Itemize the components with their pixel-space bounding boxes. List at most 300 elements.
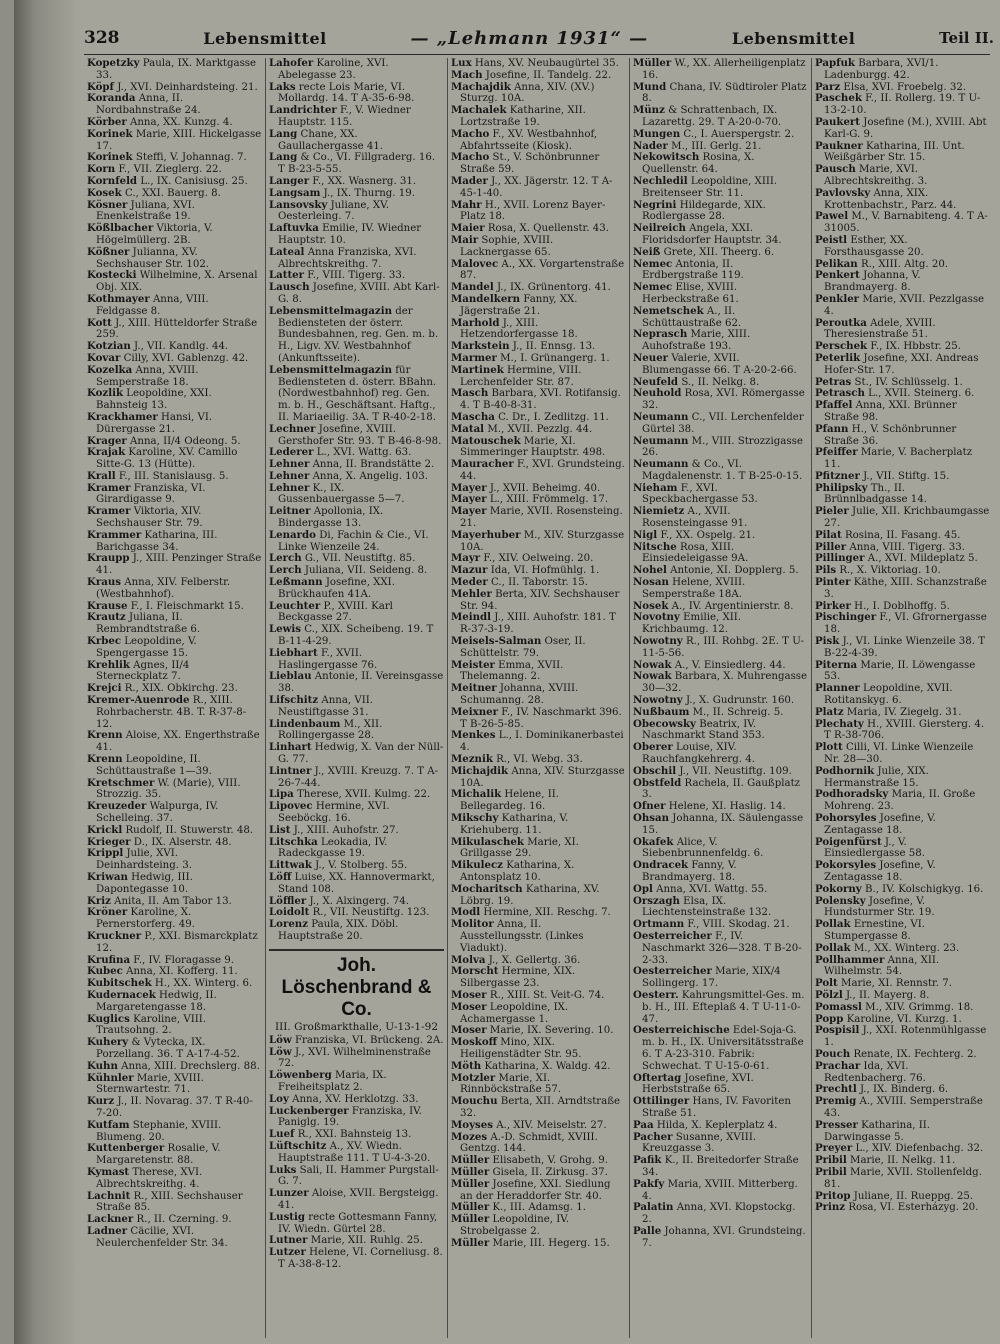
entry-details: Hansi, VI. Dürergasse 21. — [96, 411, 213, 435]
entry-details: Anna, II. Ausstellungsstr. (Linkes Viadukt). — [460, 919, 584, 954]
directory-entry — [815, 943, 991, 955]
entry-name: Loidolt — [269, 906, 310, 919]
directory-entry — [451, 990, 626, 1002]
entry-details: Antonie, XI. Dopplerg. 5. — [670, 565, 799, 577]
entry-details: J., XXI. Rotenmühlgasse 1. — [824, 1025, 987, 1049]
directory-entry — [269, 424, 444, 448]
section-title-left: Lebensmittel — [203, 28, 327, 48]
entry-name: Malovec — [451, 257, 499, 270]
directory-entry — [451, 860, 626, 884]
directory-entry — [815, 447, 991, 471]
directory-entry — [451, 1002, 626, 1026]
entry-name: Moser — [451, 1000, 487, 1013]
entry-details: recte Gottesmann Fanny, IV. Wiedn. Gürtel 28. — [278, 1211, 438, 1235]
entry-name: Pirker — [815, 599, 851, 612]
directory-entry — [87, 93, 262, 117]
directory-entry — [815, 577, 991, 601]
entry-details: Sali, II. Hammer Purgstall-G. 7. — [278, 1164, 439, 1188]
entry-name: Ondracek — [633, 859, 689, 872]
entry-name: Nowak — [633, 658, 672, 671]
entry-name: Müller — [451, 1201, 490, 1214]
entry-details: Walpurga, IV. Schelleing. 37. — [96, 801, 219, 824]
entry-details: Leokadia, IV. Radeckgasse 19. — [278, 836, 388, 860]
entry-details: & Vytecka, IX. Porzellang. 36. T A-17-4-52. — [96, 1037, 240, 1060]
directory-entry — [87, 1014, 262, 1038]
directory-entry — [633, 388, 808, 412]
entry-name: Moser — [451, 1024, 487, 1037]
entry-name: Meixner — [451, 705, 498, 718]
directory-entry — [815, 400, 991, 424]
column-2 — [266, 58, 448, 1338]
entry-name: Novotny — [633, 611, 680, 624]
entry-name: Löff — [269, 870, 292, 883]
entry-name: Lustig — [269, 1210, 306, 1223]
entry-details: J., V. Stolberg. 55. — [315, 860, 408, 872]
entry-details: Ernestine, VI. Stumpergasse 8. — [824, 919, 926, 942]
entry-name: Krajak — [87, 446, 126, 459]
directory-entry — [451, 707, 626, 731]
directory-entry — [633, 1226, 808, 1250]
entry-details: & Co., VI. Magdalenenstr. 1. T B-25-0-15. — [642, 459, 803, 482]
entry-name: Pausch — [815, 163, 856, 176]
entry-details: Antonie, II. Vereinsgasse 38. — [278, 671, 444, 695]
entry-details: Juliane, XV. Oesterleing. 7. — [278, 199, 389, 223]
directory-entry — [633, 459, 808, 483]
entry-details: Maria, IV. Ziegelg. 31. — [846, 706, 962, 718]
entry-name: Krieger — [87, 835, 131, 848]
entry-name: Nosek — [633, 599, 669, 612]
entry-name: Krenn — [87, 729, 123, 742]
entry-details: Juliana, VII. Seideng. 8. — [304, 565, 428, 577]
entry-name: Papfuk — [815, 58, 855, 69]
entry-name: Pinter — [815, 576, 851, 589]
part-label: Teil II. — [939, 29, 994, 47]
entry-details: L., XVII. Steinerg. 6. — [868, 388, 975, 400]
entry-name: Paukner — [815, 139, 863, 152]
entry-name: Kubec — [87, 965, 123, 978]
entry-details: J., XX. Jägerstr. 12. T A-45-1-40. — [460, 175, 613, 199]
entry-name: Oesterreichische — [633, 1024, 730, 1037]
entry-name: Pfann — [815, 422, 849, 435]
entry-name: Krenn — [87, 753, 123, 766]
entry-name: Lansovsky — [269, 198, 328, 211]
directory-entry — [451, 82, 626, 106]
entry-details: Fanny, V. Brandmayerg. 18. — [642, 860, 737, 883]
entry-name: Krufina — [87, 953, 131, 966]
entry-name: Menkes — [451, 729, 496, 742]
entry-details: F., IV. Naschmarkt 326—328. T B-20-2-33. — [642, 930, 802, 966]
entry-name: Lebensmittelmagazin — [269, 304, 392, 317]
entry-name: Martinek — [451, 363, 504, 376]
entry-name: Korinek — [87, 127, 133, 140]
directory-entry — [815, 1202, 991, 1214]
directory-entry — [451, 353, 626, 365]
entry-details: C., XIX. Scheibeng. 19. T B-11-4-29. — [278, 624, 434, 648]
entry-details: Ida, XVI. Redtenbacherg. 76. — [824, 1060, 926, 1084]
entry-details: Cilli, VI. Linke Wienzeile Nr. 28—30. — [824, 742, 974, 766]
entry-name: Laftuvka — [269, 222, 319, 235]
entry-details: Julie, XVI. Deinhardsteing. 3. — [96, 848, 192, 872]
entry-details: Johanna, XVI. Grundsteing. 7. — [642, 1225, 806, 1249]
entry-details: Ida, VI. Hofmühlg. 1. — [490, 565, 600, 577]
directory-entry — [87, 1061, 262, 1073]
directory-entry — [451, 259, 626, 283]
entry-name: Pribil — [815, 1154, 847, 1167]
entry-details: Karoline, VIII. Trautsohng. 2. — [96, 1013, 207, 1037]
entry-details: Marie, XI. Rinnböckstraße 57. — [460, 1072, 562, 1096]
entry-name: Münz — [633, 104, 665, 117]
entry-details: F., IX. Hbbstr. 25. — [870, 341, 961, 353]
directory-entry — [269, 58, 444, 82]
directory-entry — [815, 1120, 991, 1144]
directory-entry — [87, 695, 262, 730]
entry-details: Alice, V. Siebenbrunnenfeldg. 6. — [642, 836, 764, 860]
directory-entry — [269, 247, 444, 271]
entry-details: Hans, IV. Favoriten Straße 51. — [642, 1096, 791, 1119]
directory-entry — [269, 860, 444, 872]
entry-details: R., XIX. Obkirchg. 23. — [124, 683, 238, 695]
entry-details: J., X. Alxingerg. 74. — [309, 895, 409, 907]
entry-name: Nemetschek — [633, 304, 704, 317]
entry-details: Juliane, II. Rueppg. 25. — [853, 1190, 974, 1202]
directory-entry — [633, 1073, 808, 1097]
entry-name: Nowotny — [633, 635, 683, 648]
directory-entry — [269, 200, 444, 224]
directory-entry — [269, 872, 444, 896]
advertisement-title: Joh. Löschenbrand & Co. — [281, 954, 432, 1020]
entry-details: Johanna, V. Brandmayerg. 8. — [824, 270, 921, 294]
entry-name: Machajdik — [451, 80, 511, 93]
entry-details: F., VII. Zieglerg. 22. — [118, 164, 222, 176]
directory-entry — [269, 1188, 444, 1212]
directory-entry — [269, 506, 444, 530]
entry-details: Agnes, II/4 Sterneckplatz 7. — [96, 659, 190, 683]
entry-name: Krehlik — [87, 658, 130, 671]
entry-details: Johanna, XVIII. Schumanng. 28. — [460, 683, 579, 707]
directory-entry — [633, 200, 808, 224]
directory-entry — [451, 530, 626, 554]
entry-details: Barbara, XVI/1. Ladenburgg. 42. — [824, 58, 939, 81]
directory-entry — [87, 1226, 262, 1250]
entry-name: Lutzer — [269, 1246, 306, 1259]
entry-details: Therese, XVII. Kulmg. 22. — [297, 789, 431, 801]
entry-name: Meder — [451, 576, 488, 589]
entry-name: Mach — [451, 68, 483, 81]
entry-details: L., I. Dominikanerbastei 4. — [460, 730, 624, 754]
directory-entry — [815, 270, 991, 294]
directory-entry — [451, 660, 626, 684]
entry-details: Anna, XVI. Wattg. 55. — [656, 883, 768, 895]
entry-name: Nosan — [633, 576, 669, 589]
entry-details: A., XVI. Mildeplatz 5. — [867, 553, 978, 565]
entry-details: Adele, XVIII. Theresienstraße 51. — [824, 317, 936, 341]
directory-entry — [87, 129, 262, 153]
entry-name: Krackhamer — [87, 410, 158, 423]
directory-entry — [633, 1025, 808, 1072]
entry-details: Gisela, II. Zirkusg. 37. — [492, 1166, 608, 1178]
directory-entry — [269, 1070, 444, 1094]
directory-entry — [815, 707, 991, 719]
entry-details: Maria, II. Große Mohreng. 23. — [824, 789, 976, 813]
directory-entry — [633, 129, 808, 141]
entry-details: Helene, II. Bellegardeg. 16. — [460, 789, 559, 813]
entry-details: recte Lois Marie, VI. Mollardg. 14. T A-35-6-98. — [278, 81, 415, 105]
directory-entry — [815, 141, 991, 165]
entry-details: Helene, VI. Corneliusg. 8. T A-38-8-12. — [278, 1247, 443, 1270]
directory-entry — [451, 612, 626, 636]
entry-details: R., II. Czerning. 9. — [136, 1214, 232, 1226]
directory-entry — [633, 412, 808, 436]
entry-name: Koranda — [87, 92, 136, 105]
entry-details: Marie, XVII. Pezzlgasse 4. — [824, 293, 985, 317]
entry-name: Lorenz — [269, 918, 308, 931]
directory-entry — [815, 612, 991, 636]
entry-name: Nowotny — [633, 694, 683, 707]
directory-entry — [87, 825, 262, 837]
entry-name: Kotzian — [87, 340, 131, 353]
entry-name: Kudernacek — [87, 988, 156, 1001]
directory-entry — [815, 294, 991, 318]
entry-details: A., XVII. Rosensteingasse 91. — [642, 506, 748, 530]
entry-name: Pelikan — [815, 257, 858, 270]
entry-details: Rudolf, II. Stuwerstr. 48. — [125, 824, 254, 836]
entry-details: J., XVIII. Kreuzg. 7. T A-26-7-44. — [278, 765, 439, 789]
entry-details: A., II. Schüttaustraße 62. — [642, 305, 742, 329]
entry-name: Kuglics — [87, 1012, 130, 1025]
entry-details: R., X. Viktoriag. 10. — [839, 565, 941, 577]
entry-name: Peterlik — [815, 351, 861, 364]
entry-name: Lipovec — [269, 800, 313, 813]
entry-name: Kriz — [87, 894, 111, 907]
entry-details: Marie, XIII. Auhofstraße 193. — [642, 329, 751, 353]
directory-entry — [269, 223, 444, 247]
entry-details: Emilie, XII. Krichbaumg. 12. — [642, 612, 742, 636]
directory-entry — [633, 766, 808, 778]
entry-details: Anna, XII. Wilhelmstr. 54. — [824, 954, 940, 978]
entry-name: Laks — [269, 80, 296, 93]
directory-entry — [451, 1037, 626, 1061]
directory-entry — [633, 1120, 808, 1132]
entry-name: Niemietz — [633, 505, 685, 518]
entry-name: Mader — [451, 174, 488, 187]
entry-details: R., XIII. Altg. 20. — [860, 258, 949, 270]
entry-name: Pokorny — [815, 882, 862, 895]
entry-name: Kosek — [87, 186, 122, 199]
directory-entry — [633, 813, 808, 837]
entry-name: Lieblau — [269, 670, 312, 683]
entry-name: Linhart — [269, 741, 312, 754]
directory-entry — [633, 223, 808, 247]
entry-details: J., V. Einsiedlergasse 58. — [824, 836, 925, 860]
entry-details: Anna, X. Angelig. 103. — [312, 470, 428, 482]
entry-details: Anna, XIV. Felberstr. (Westbahnhof). — [96, 577, 231, 600]
advertisement-address: III. Großmarkthalle, U-13-1-92 — [274, 1020, 439, 1033]
entry-details: Maria, XVIII. Mitterberg. 4. — [642, 1178, 798, 1202]
entry-name: Oesterr. — [633, 988, 679, 1001]
entry-name: Ladner — [87, 1224, 128, 1237]
directory-entry — [87, 553, 262, 577]
entry-name: Paa — [633, 1118, 654, 1131]
entry-details: F., V. Wiedner Hauptstr. 115. — [278, 105, 411, 128]
entry-name: Lifschitz — [269, 694, 319, 707]
entry-name: Nohel — [633, 564, 667, 577]
directory-entry — [87, 412, 262, 436]
entry-details: J., IX. Thurng. 19. — [323, 187, 415, 199]
entry-name: Popp — [815, 1012, 844, 1025]
entry-name: Meznik — [451, 753, 493, 766]
entry-name: Oesterreicher — [633, 965, 712, 978]
directory-entry — [87, 58, 262, 82]
entry-details: Renate, IX. Fechterg. 2. — [853, 1048, 977, 1060]
entry-details: Anna, XVI. Klopstockg. 2. — [642, 1202, 796, 1226]
entry-details: Rosina, II. Fasang. 45. — [844, 529, 961, 541]
directory-entry — [269, 471, 444, 483]
entry-details: F., VI. Gfrornergasse 18. — [824, 612, 987, 636]
directory-entry — [451, 1061, 626, 1073]
entry-details: R., XXI. Bahnsteig 13. — [297, 1129, 412, 1141]
entry-details: Johanna, IX. Säulengasse 15. — [642, 813, 804, 836]
directory-entry — [633, 636, 808, 660]
entry-details: F., IV. Naschmarkt 396. T B-26-5-85. — [460, 706, 622, 730]
entry-details: J., XVI. Wilhelminenstraße 72. — [278, 1046, 431, 1070]
entry-name: Pouch — [815, 1047, 851, 1060]
directory-entry — [451, 1073, 626, 1097]
entry-details: R., XIII. Rohrbacherstr. 4B. T. R-37-8-12. — [96, 695, 247, 730]
entry-name: Nußbaum — [633, 705, 690, 718]
entry-details: Josefine, XXI. Andreas Hofer-Str. 17. — [824, 352, 979, 376]
entry-details: Julie, XIX. Hermanstraße 15. — [824, 765, 929, 789]
entry-details: J., XVI. Deinhardsteing. 21. — [117, 81, 258, 93]
directory-entry — [633, 1155, 808, 1179]
entry-details: Anna, XVIII. Semperstraße 18. — [96, 364, 199, 388]
directory-entry — [633, 966, 808, 990]
entry-details: Katharina, X. Antonsplatz 10. — [460, 860, 575, 883]
directory-entry — [815, 683, 991, 707]
entry-details: Stephanie, XVIII. Blumeng. 20. — [96, 1119, 222, 1143]
directory-entry — [87, 907, 262, 931]
entry-name: Kramer — [87, 481, 131, 494]
entry-details: Juliana, XVI. Enenkelstraße 19. — [96, 199, 195, 223]
directory-entry — [815, 235, 991, 259]
entry-details: M., XII. Rollingergasse 28. — [278, 718, 383, 742]
directory-entry — [269, 1247, 444, 1271]
directory-entry — [815, 93, 991, 117]
entry-name: Kuhery — [87, 1036, 129, 1049]
entry-details: Marie, XVII. Rosensteing. 21. — [460, 506, 623, 530]
directory-entry — [269, 837, 444, 861]
entry-details: Rosa, X. Quellenstr. 43. — [487, 223, 609, 235]
directory-entry — [451, 730, 626, 754]
entry-details: Josefine, XVIII. Abt Karl-G. 8. — [278, 282, 440, 305]
entry-name: Macho — [451, 127, 490, 140]
entry-name: Piller — [815, 540, 847, 553]
entry-details: Paula, XIX. Döbl. Hauptstraße 20. — [278, 919, 399, 942]
directory-entry — [815, 919, 991, 943]
entry-name: Lenardo — [269, 528, 316, 541]
directory-entry — [87, 801, 262, 825]
directory-entry — [815, 660, 991, 684]
directory-entry — [815, 884, 991, 896]
directory-entry — [269, 483, 444, 507]
entry-name: Krall — [87, 469, 116, 482]
entry-details: Hedwig, III. Dapontegasse 10. — [96, 871, 193, 895]
directory-entry — [815, 1061, 991, 1085]
entry-details: R., XIII. St. Veit-G. 74. — [489, 989, 605, 1001]
entry-details: A., IV. Argentinierstr. 8. — [671, 600, 794, 612]
entry-details: Katharine, XII. Lortzstraße 19. — [460, 105, 586, 128]
entry-name: Kreuzeder — [87, 800, 147, 813]
entry-details: Hermine, VIII. Lerchenfelder Str. 87. — [460, 364, 582, 388]
entry-name: Müller — [451, 1236, 490, 1249]
entry-details: Katharina, X. Waldg. 42. — [484, 1060, 611, 1072]
directory-entry — [633, 306, 808, 330]
entry-details: Barbara, XVI. Rotifansig. 4. T B-40-8-31. — [460, 388, 621, 412]
entry-details: B., IV. Kolschigkyg. 16. — [864, 883, 984, 895]
entry-details: & Schrattenbach, IX. Lazarettg. 29. T A-20-0-70. — [642, 105, 782, 128]
entry-details: Josefine, V. Zentagasse 18. — [824, 813, 936, 836]
entry-name: Mandel — [451, 281, 494, 294]
entry-name: Kopetzky — [87, 58, 140, 69]
directory-entry — [633, 436, 808, 460]
directory-entry — [269, 1165, 444, 1189]
entry-details: Marie, XIX/4 Sollingerg. 17. — [642, 966, 781, 990]
entry-name: Leßmann — [269, 576, 323, 589]
entry-name: Michajdik — [451, 764, 509, 777]
entry-details: Louise, XIV. Rauchfangkehrerg. 4. — [642, 742, 755, 766]
entry-name: Neumann — [633, 434, 689, 447]
entry-name: Mayer — [451, 481, 487, 494]
directory-entry — [451, 235, 626, 259]
entry-name: Oftertag — [633, 1071, 682, 1084]
entry-name: Mayr — [451, 552, 481, 565]
entry-details: Emma, XVII. Thelemanng. 2. — [460, 659, 564, 683]
entry-name: Peistl — [815, 233, 848, 246]
entry-details: Hedwig, II. Margaretengasse 18. — [96, 989, 217, 1013]
entry-details: Viktoria, V. Högelmüllerg. 2B. — [96, 223, 213, 246]
entry-details: H., XVII. Lorenz Bayer-Platz 18. — [460, 199, 606, 223]
entry-name: Korn — [87, 163, 116, 176]
entry-details: Leopoldine, IX. Achamergasse 1. — [460, 1001, 569, 1025]
entry-details: F., XVII. Haslingergasse 76. — [278, 647, 378, 671]
entry-details: Rachela, II. Gaußplatz 3. — [642, 777, 801, 801]
directory-entry — [815, 742, 991, 766]
directory-entry — [87, 353, 262, 365]
entry-name: Masch — [451, 387, 489, 400]
entry-name: Obecowsky — [633, 717, 696, 730]
entry-details: Marie, XIII. Hickelgasse 17. — [96, 128, 262, 152]
entry-details: Apollonia, IX. Bindergasse 13. — [278, 506, 384, 530]
entry-name: Mayer — [451, 493, 487, 506]
entry-name: Palle — [633, 1224, 662, 1237]
directory-entry — [87, 1120, 262, 1144]
entry-name: Moskoff — [451, 1036, 498, 1049]
entry-name: Mikulecz — [451, 859, 503, 872]
directory-entry — [451, 813, 626, 837]
entry-details: L., IX. Canisiusg. 25. — [140, 175, 248, 187]
directory-entry — [87, 223, 262, 247]
directory-entry — [269, 1047, 444, 1071]
directory-entry — [87, 754, 262, 778]
entry-details: C., II. Taborstr. 15. — [490, 577, 589, 589]
entry-name: Palatin — [633, 1201, 674, 1214]
directory-entry — [633, 884, 808, 896]
entry-details: Marie, II. Nelkg. 11. — [850, 1155, 956, 1167]
entry-details: M., VIII. Strozzigasse 26. — [642, 435, 803, 459]
entry-name: Pillinger — [815, 552, 865, 565]
directory-entry — [451, 1132, 626, 1156]
entry-details: D., IX. Alserstr. 48. — [133, 836, 232, 848]
entry-name: Ortmann — [633, 918, 685, 931]
